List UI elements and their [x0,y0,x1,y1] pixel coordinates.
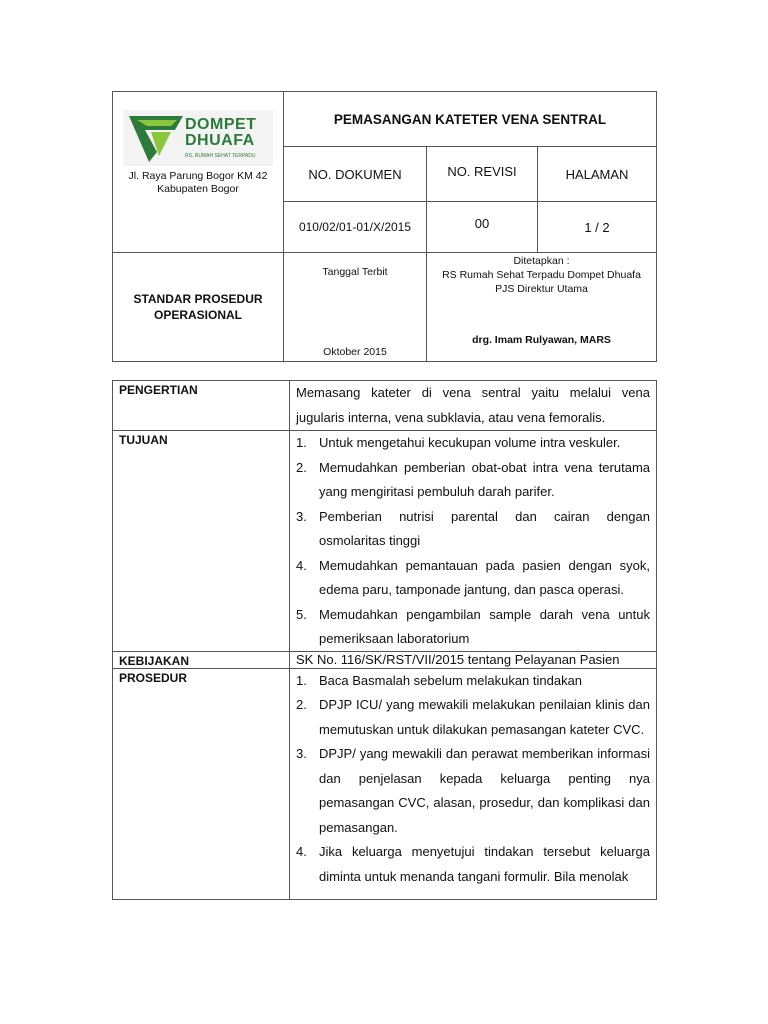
list-item: 4. Memudahkan pemantauan pada pasien dengan syok, edema paru, tamponade jantung, dan pasca operasi. [296,557,650,597]
document-title: PEMASANGAN KATETER VENA SENTRAL [284,92,657,147]
list-item: 5. Memudahkan pengambilan sample darah vena untuk pemeriksaan laboratorium [296,606,650,646]
logo-cell [113,92,284,253]
approver-name: drg. Imam Rulyawan, MARS [472,334,611,346]
logo-mark-icon [127,112,185,164]
approval-cell [427,253,657,362]
row-kebijakan [113,651,657,668]
logo-tagline: RS. RUMAH SEHAT TERPADU [185,153,256,159]
page-value: 1 / 2 [538,202,657,253]
logo-name-line2: DHUAFA [185,132,255,149]
pengertian-text: Memasang kateter di vena sentral yaitu melalui vena jugularis interna, vena subklavia, atau vena femoralis. [290,381,657,431]
kebijakan-label: KEBIJAKAN [113,651,290,668]
revision-label: NO. REVISI [427,147,538,202]
sop-line1: STANDAR PROSEDUR [133,292,263,306]
header-table [112,91,657,362]
page-label: HALAMAN [538,147,657,202]
sop-line2: OPERASIONAL [153,308,242,322]
prosedur-label: PROSEDUR [113,668,290,899]
doc-no-value: 010/02/01-01/X/2015 [284,202,427,253]
issue-date-label: Tanggal Terbit [322,266,388,278]
kebijakan-text: SK No. 116/SK/RST/VII/2015 tentang Pelayanan Pasien [290,651,657,668]
list-item: 2. DPJP ICU/ yang mewakili melakukan penilaian klinis dan memutuskan untuk dilakukan pemasangan kateter CVC. [296,697,650,737]
row-tujuan [113,431,657,652]
approval-role: PJS Direktur Utama [495,283,588,295]
list-item: 1. Baca Basmalah sebelum melakukan tindakan [296,672,583,688]
hospital-address [113,170,283,196]
pengertian-label: PENGERTIAN [113,381,290,431]
list-item: 3. Pemberian nutrisi parental dan cairan dengan osmolaritas tinggi [296,508,650,548]
issue-date-value: Oktober 2015 [323,346,387,358]
revision-value: 00 [427,202,538,253]
list-item: 2. Memudahkan pemberian obat-obat intra vena terutama yang mengiritasi pembuluh darah parifer. [296,459,650,499]
approval-label: Ditetapkan : [513,255,570,267]
doc-no-label: NO. DOKUMEN [284,147,427,202]
sop-label [113,253,284,362]
row-pengertian [113,381,657,431]
approval-org: RS Rumah Sehat Terpadu Dompet Dhuafa [442,269,641,281]
tujuan-list [290,431,657,652]
issue-date-cell [284,253,427,362]
prosedur-list [290,668,657,899]
list-item: 4. Jika keluarga menyetujui tindakan tersebut keluarga diminta untuk menanda tangani formulir. Bila menolak [296,844,650,884]
logo-name-line1: DOMPET [185,116,257,133]
row-prosedur [113,668,657,899]
tujuan-label: TUJUAN [113,431,290,652]
dompet-dhuafa-logo [123,110,273,166]
address-line2: Kabupaten Bogor [157,183,239,195]
list-item: 1. Untuk mengetahui kecukupan volume intra veskuler. [296,435,621,450]
address-line1: Jl. Raya Parung Bogor KM 42 [128,170,268,182]
sop-content-table [112,380,657,900]
list-item: 3. DPJP/ yang mewakili dan perawat memberikan informasi dan penjelasan kepada keluarga penting nya pemasangan CVC, alasan, prosedur, dan komplikasi dan pemasangan. [296,746,650,835]
